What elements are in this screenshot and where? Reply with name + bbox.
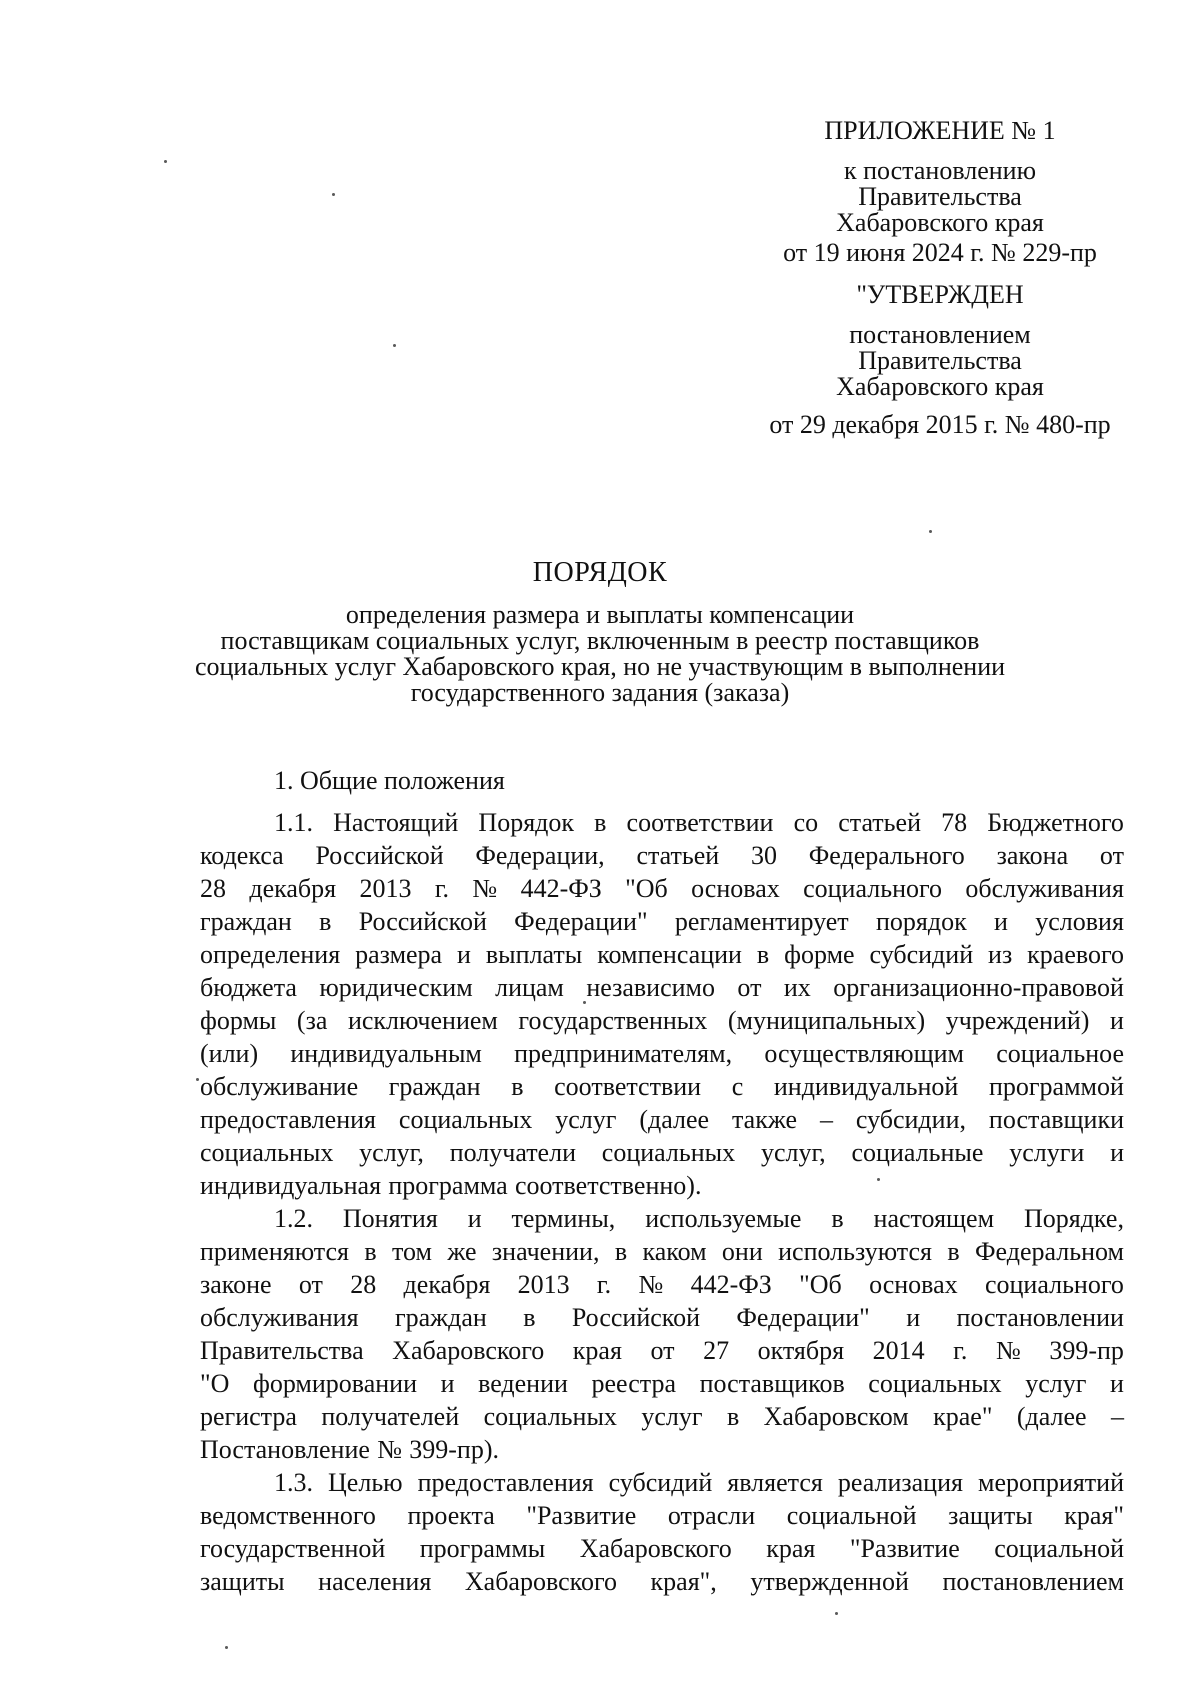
appendix-title: ПРИЛОЖЕНИЕ № 1 [824, 116, 1056, 145]
subtitle-line: определения размера и выплаты компенсации [345, 600, 855, 629]
word: Постановление [200, 1435, 370, 1464]
word: Порядок [478, 808, 575, 837]
region-line: Хабаровского края [836, 208, 1044, 237]
word: защиты [948, 1501, 1033, 1530]
word: юридическим [319, 973, 473, 1002]
word: социальных [868, 1369, 1002, 1398]
word: получателей [321, 1402, 460, 1431]
word: 28 [350, 1270, 377, 1299]
word: 28 [200, 874, 226, 903]
word: государственной [200, 1534, 386, 1563]
text-line [200, 1499, 1124, 1532]
word: в [511, 1072, 524, 1101]
word: 442-ФЗ [690, 1270, 772, 1299]
word: порядок [875, 907, 967, 936]
word: Хабаровского [392, 1336, 545, 1365]
word: услуги [1009, 1138, 1085, 1167]
word: – [1111, 1402, 1124, 1431]
word: социальное [996, 1039, 1124, 1068]
word: размера [355, 940, 443, 969]
word: соответствии [554, 1072, 702, 1101]
scan-dot [196, 1078, 199, 1081]
word: с [731, 1072, 744, 1101]
text-line [200, 1070, 1124, 1103]
decree-date-line [720, 240, 1160, 266]
paragraph-1-2 [200, 1202, 1124, 1466]
word: статьей [636, 841, 720, 870]
word: 30 [750, 841, 777, 870]
word: Хабаровском [763, 1402, 909, 1431]
word: статьей [838, 808, 921, 837]
word: используемые [645, 1204, 802, 1233]
word: Российской [571, 1303, 700, 1332]
text-line [200, 806, 1124, 839]
word: от [1099, 841, 1124, 870]
word: поставщиков [699, 1369, 845, 1398]
word: основах [869, 1270, 958, 1299]
word: услуг, [760, 1138, 826, 1167]
text-line [200, 1004, 1124, 1037]
word: 78 [941, 808, 968, 837]
subtitle-line: поставщикам социальных услуг, включенным в реестр поставщиков [220, 626, 980, 655]
word: социальной [786, 1501, 917, 1530]
text-line [200, 971, 1124, 1004]
word: и [906, 1303, 921, 1332]
word: настоящем [873, 1204, 995, 1233]
word: формы [200, 1006, 277, 1035]
word: же [447, 1237, 477, 1266]
word: Российской [358, 907, 487, 936]
word: постановлением [942, 1567, 1124, 1596]
word: (за [296, 1006, 328, 1035]
word: они [721, 1237, 763, 1266]
decree-date: от 19 июня 2024 г. № 229-пр [783, 238, 1097, 267]
word: предоставления [200, 1105, 376, 1134]
word: лицам [495, 973, 564, 1002]
word: и [457, 940, 471, 969]
word: субсидии, [855, 1105, 966, 1134]
word: кодекса [200, 841, 284, 870]
word: "О [200, 1369, 230, 1398]
approved-header [720, 282, 1160, 308]
by-decree-line: постановлением [849, 320, 1031, 349]
word: бюджета [200, 973, 297, 1002]
word: Федерации" [514, 907, 648, 936]
text-line [200, 1565, 1124, 1598]
word: социальных [200, 1138, 334, 1167]
word: Хабаровского [579, 1534, 732, 1563]
word: края [766, 1534, 816, 1563]
text-line [200, 839, 1124, 872]
word: граждан [394, 1303, 487, 1332]
word: исключением [347, 1006, 498, 1035]
word: Российской [315, 841, 444, 870]
word: государственных [518, 1006, 708, 1035]
text-line [200, 1037, 1124, 1070]
text-line [200, 1433, 1124, 1466]
scan-dot [877, 1178, 880, 1181]
word: значении, [491, 1237, 600, 1266]
text-line [200, 938, 1124, 971]
word: 2014 [872, 1336, 925, 1365]
word: г. [953, 1336, 968, 1365]
word: их [783, 973, 811, 1002]
word: Федеральном [975, 1237, 1124, 1266]
word: реализация [837, 1468, 963, 1497]
word: (или) [200, 1039, 259, 1068]
text-line [200, 1400, 1124, 1433]
word: субсидий [869, 940, 974, 969]
text-line [200, 1235, 1124, 1268]
word: социального [803, 874, 942, 903]
word: – [819, 1105, 833, 1134]
word: г. [434, 874, 450, 903]
word: услуг [1025, 1369, 1087, 1398]
word: поставщики [988, 1105, 1124, 1134]
word: утвержденной [750, 1567, 909, 1596]
scan-dot [393, 344, 396, 347]
word: Хабаровского [464, 1567, 617, 1596]
word: Целью [328, 1468, 403, 1497]
word: является [727, 1468, 823, 1497]
word: условия [1035, 907, 1124, 936]
word: социальные [851, 1138, 984, 1167]
word: граждан [388, 1072, 481, 1101]
word: Федерации, [475, 841, 605, 870]
word: крае" [933, 1402, 993, 1431]
word: социального [984, 1270, 1124, 1299]
word: ведомственного [200, 1501, 376, 1530]
word: программа [388, 1171, 508, 1200]
approved-date: от 29 декабря 2015 г. № 480-пр [769, 410, 1111, 439]
word: со [793, 808, 819, 837]
text-line [200, 1301, 1124, 1334]
word: обслуживания [965, 874, 1124, 903]
word: также [732, 1105, 798, 1134]
word: в [831, 1204, 844, 1233]
word: в [594, 808, 607, 837]
word: 27 [703, 1336, 730, 1365]
word: "Развитие [526, 1501, 637, 1530]
word: в [756, 940, 770, 969]
word: в [726, 1402, 740, 1431]
word: в [523, 1303, 536, 1332]
word: из [988, 940, 1013, 969]
word: Федерального [808, 841, 965, 870]
word: учреждений) [945, 1006, 1090, 1035]
word: компенсации [597, 940, 742, 969]
word: услуг [641, 1402, 703, 1431]
paragraph-1-3 [200, 1466, 1124, 1598]
text-line [200, 1169, 1124, 1202]
word: социальной [994, 1534, 1124, 1563]
word: независимо [586, 973, 715, 1002]
word: 1.3. [274, 1468, 313, 1497]
decree-reference-block [720, 158, 1160, 236]
region-line-2: Хабаровского края [836, 372, 1044, 401]
word: граждан [200, 907, 292, 936]
word: от [650, 1336, 675, 1365]
word: программой [988, 1072, 1124, 1101]
word: осуществляющим [764, 1039, 964, 1068]
word: основах [691, 874, 780, 903]
text-line [200, 872, 1124, 905]
word: Бюджетного [987, 808, 1124, 837]
word: от [737, 973, 762, 1002]
word: 399-пр). [409, 1435, 499, 1464]
word: населения [318, 1567, 432, 1596]
text-line [200, 1532, 1124, 1565]
word: (муниципальных) [727, 1006, 926, 1035]
approved-title: "УТВЕРЖДЕН [856, 280, 1024, 309]
word: "Об [625, 874, 668, 903]
word: используются [778, 1237, 932, 1266]
word: в [614, 1237, 628, 1266]
word: Понятия [342, 1204, 438, 1233]
word: термины, [511, 1204, 616, 1233]
word: обслуживание [200, 1072, 359, 1101]
word: мероприятий [978, 1468, 1124, 1497]
word: отрасли [667, 1501, 756, 1530]
word: программы [419, 1534, 546, 1563]
text-line [200, 905, 1124, 938]
word: предоставления [417, 1468, 594, 1497]
approved-date-line [720, 412, 1160, 438]
word: форме [784, 940, 855, 969]
word: и [994, 907, 1008, 936]
word: применяются [200, 1237, 349, 1266]
word: (далее [1016, 1402, 1087, 1431]
scan-dot [332, 193, 335, 196]
word: № [377, 1435, 402, 1464]
word: и [1110, 1369, 1124, 1398]
word: услуг [555, 1105, 617, 1134]
word: в [364, 1237, 377, 1266]
word: законе [200, 1270, 272, 1299]
word: края", [650, 1567, 717, 1596]
word: 442-ФЗ [520, 874, 602, 903]
paragraph-1-1 [200, 806, 1124, 1202]
text-line [200, 1103, 1124, 1136]
scan-dot [164, 160, 167, 163]
word: ведении [478, 1369, 568, 1398]
word: и [440, 1369, 455, 1398]
word: формировании [252, 1369, 418, 1398]
text-line [200, 1136, 1124, 1169]
approved-decree-block [720, 322, 1160, 400]
word: социальных [398, 1105, 533, 1134]
word: 2013 [517, 1270, 570, 1299]
word: края" [1064, 1501, 1124, 1530]
word: социальных [483, 1402, 617, 1431]
word: краевого [1027, 940, 1124, 969]
document-subtitle [180, 602, 1020, 706]
text-line [200, 1268, 1124, 1301]
word: Порядке, [1023, 1204, 1124, 1233]
scan-dot [835, 1612, 838, 1615]
word: № [638, 1270, 664, 1299]
word: выплаты [485, 940, 583, 969]
word: Настоящий [333, 808, 459, 837]
word: № [995, 1336, 1021, 1365]
text-line [200, 1334, 1124, 1367]
word: от [298, 1270, 323, 1299]
word: субсидий [608, 1468, 713, 1497]
word: (далее [639, 1105, 710, 1134]
word: регламентирует [674, 907, 849, 936]
section-heading: 1. Общие положения [274, 766, 505, 795]
text-line [200, 1202, 1124, 1235]
word: индивидуальная [200, 1171, 382, 1200]
word: услуг, [359, 1138, 424, 1167]
scan-dot [929, 530, 932, 533]
word: и [1110, 1138, 1124, 1167]
subtitle-line: социальных услуг Хабаровского края, но не участвующим в выполнении [194, 652, 1006, 681]
word: "Об [799, 1270, 842, 1299]
word: декабря [249, 874, 337, 903]
word: № [472, 874, 498, 903]
word: проекта [407, 1501, 495, 1530]
word: октября [757, 1336, 845, 1365]
word: и [467, 1204, 482, 1233]
word: соответственно). [514, 1171, 702, 1200]
word: реестра [591, 1369, 677, 1398]
word: том [392, 1237, 432, 1266]
word: каком [642, 1237, 707, 1266]
word: 1.1. [274, 808, 313, 837]
text-line [200, 1367, 1124, 1400]
text-line [200, 1466, 1124, 1499]
scan-dot [225, 1646, 228, 1649]
word: Федерации" [736, 1303, 870, 1332]
word: и [1110, 1006, 1124, 1035]
subtitle-line: государственного задания (заказа) [410, 678, 790, 707]
word: организационно-правовой [833, 973, 1124, 1002]
word: в [319, 907, 332, 936]
word: закона [996, 841, 1069, 870]
word: края [572, 1336, 622, 1365]
government-line: Правительства [858, 182, 1022, 211]
document-title: ПОРЯДОК [532, 557, 668, 588]
scan-dot [583, 1001, 586, 1004]
word: 399-пр [1049, 1336, 1124, 1365]
word: Правительства [200, 1336, 364, 1365]
word: индивидуальным [290, 1039, 482, 1068]
government-line-2: Правительства [858, 346, 1022, 375]
word: получатели [449, 1138, 576, 1167]
appendix-header [720, 118, 1160, 144]
word: декабря [403, 1270, 491, 1299]
word: обслуживания [200, 1303, 359, 1332]
word: 1.2. [274, 1204, 313, 1233]
to-decree-line: к постановлению [843, 156, 1037, 185]
word: индивидуальной [773, 1072, 959, 1101]
word: г. [596, 1270, 612, 1299]
word: постановлении [956, 1303, 1124, 1332]
word: социальных [601, 1138, 736, 1167]
word: предпринимателям, [514, 1039, 733, 1068]
word: регистра [200, 1402, 297, 1431]
word: "Развитие [849, 1534, 960, 1563]
word: в [947, 1237, 960, 1266]
word: определения [200, 940, 341, 969]
word: защиты [200, 1567, 285, 1596]
word: соответствии [626, 808, 774, 837]
word: 2013 [359, 874, 412, 903]
